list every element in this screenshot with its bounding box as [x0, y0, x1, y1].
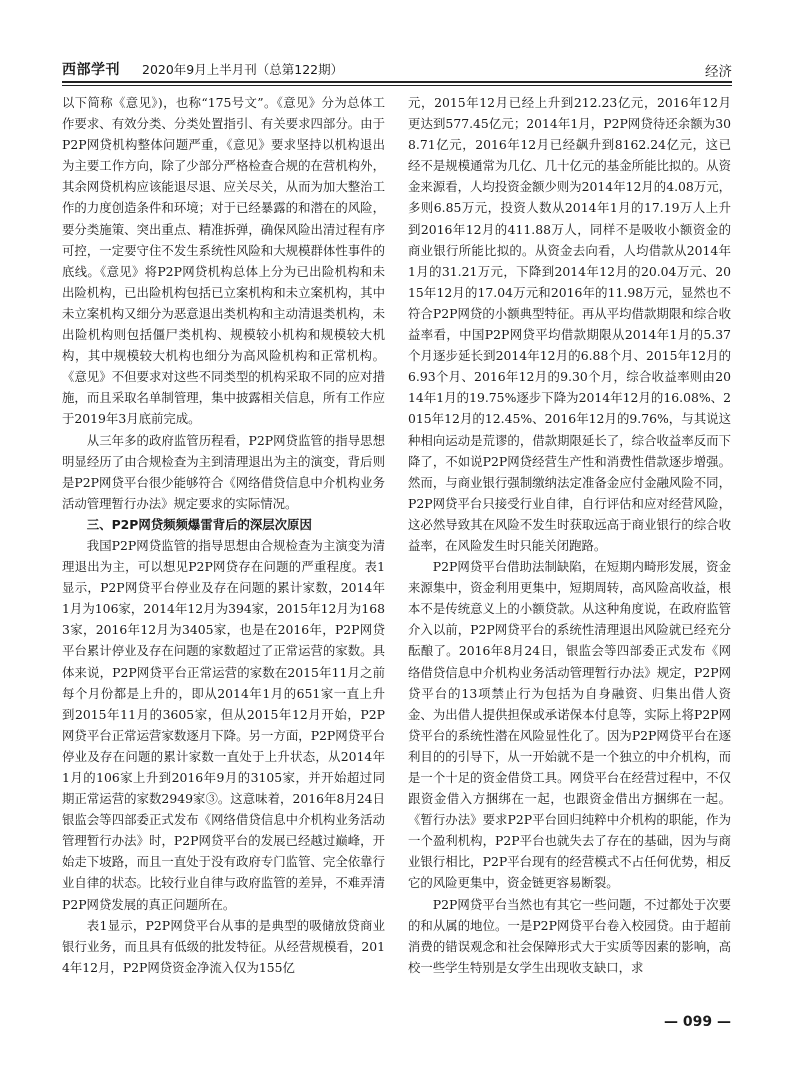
body-paragraph: 元，2015年12月已经上升到212.23亿元，2016年12月更达到577.45亿元；2014年1月，P2P网贷待还余额为308.71亿元，2016年12月已经飙升到8162.24亿元，这已经不是规模通常为几亿、几十亿元的基金所能比拟的。从资金来源看，人均投资金额少则为2014年12月的4.08万元，多则6.85万元，投资人数从2014年1月的17.19万人上升到2016年12月的411.88万人，同样不是吸收小额资金的商业银行所能比拟的。从资金去向看，人均借款从2014年1月的31.21万元，下降到2014年12月的20.04万元、2015年12月的17.04万元和2016年的11.98万元，显然也不符合P2P网贷的小额典型特征。再从平均借款期限和综合收益率看，中国P2P网贷平均借款期限从2014年1月的5.37个月逐步延长到2014年12月的6.88个月、2015年12月的6.93个月、2016年12月的9.30个月，综合收益率则由2014年1月的19.75%逐步下降为2014年12月的16.08%、2015年12月的12.45%、2016年12月的9.76%，与其说这种相向运动是荒谬的，借款期限延长了，综合收益率反而下降了，不如说P2P网贷经营生产性和消费性借款逐步增强。然而，与商业银行强制缴纳法定准备金应付金融风险不同，P2P网贷平台只接受行业自律，自行评估和应对经营风险，这必然导致其在风险不发生时获取远高于商业银行的综合收益率，在风险发生时只能关闭跑路。 — [408, 95, 731, 553]
journal-title: 西部学刊 — [62, 62, 120, 78]
body-paragraph: 我国P2P网贷监管的指导思想由合规检查为主演变为清理退出为主，可以想见P2P网贷存在问题的严重程度。表1显示，P2P网贷平台停业及存在问题的累计家数，2014年1月为106家，2014年12月为394家，2015年12月为1683家，2016年12月为3405家，也是在2016年，P2P网贷平台累计停业及存在问题的家数超过了正常运营的家数。具体来说，P2P网贷平台正常运营的家数在2015年11月之前每个月份都是上升的，即从2014年1月的651家一直上升到2015年11月的3605家，但从2015年12月开始，P2P网贷平台正常运营家数逐月下降。另一方面，P2P网贷平台停业及存在问题的累计家数一直处于上升状态，从2014年1月的106家上升到2016年9月的3105家，并开始超过同期正常运营的家数2949家③。这意味着，2016年8月24日银监会等四部委正式发布《网络借贷信息中介机构业务活动管理暂行办法》时，P2P网贷平台的发展已经越过巅峰，开始走下坡路，而且一直处于没有政府专门监管、完全依靠行业自律的状态。比较行业自律与政府监管的差异，不难弄清P2P网贷发展的真正问题所在。 — [62, 537, 385, 912]
section-heading: 三、P2P网贷频频爆雷背后的深层次原因 — [86, 516, 312, 532]
section-label: 经济 — [705, 64, 732, 80]
page-number: — 099 — — [664, 1014, 731, 1030]
body-paragraph: 从三年多的政府监管历程看，P2P网贷监管的指导思想明显经历了由合规检查为主到清理退出为主的演变，背后则是P2P网贷平台很少能够符合《网络借贷信息中介机构业务活动管理暂行办法》规定要求的实际情况。 — [62, 432, 385, 511]
issue-info: 2020年9月上半月刊（总第122期） — [142, 62, 344, 77]
left-column — [62, 92, 385, 978]
body-paragraph: P2P网贷平台当然也有其它一些问题，不过都处于次要的和从属的地位。一是P2P网贷平台卷入校园贷。由于超前消费的错误观念和社会保障形式大于实质等因素的影响，高校一些学生特别是女学生出现收支缺口，求 — [408, 896, 731, 975]
body-paragraph: 以下简称《意见》)，也称“175号文”。《意见》分为总体工作要求、有效分类、分类处置指引、有关要求四部分。由于P2P网贷机构整体问题严重，《意见》要求坚持以机构退出为主要工作方向，除了少部分严格检查合规的在营机构外，其余网贷机构应该能退尽退、应关尽关，从而为加大整治工作的力度创造条件和环境；对于已经暴露的和潜在的风险，要分类施策、突出重点、精准拆弹，确保风险出清过程有序可控，一定要守住不发生系统性风险和大规模群体性事件的底线。《意见》将P2P网贷机构总体上分为已出险机构和未出险机构，已出险机构包括已立案机构和未立案机构，其中未立案机构又细分为恶意退出类机构和主动清退类机构，未出险机构则包括僵尸类机构、规模较小机构和规模较大机构，其中规模较大机构也细分为高风险机构和正常机构。《意见》不但要求对这些不同类型的机构采取不同的应对措施，而且采取名单制管理，集中披露相关信息，所有工作应于2019年3月底前完成。 — [62, 95, 385, 427]
right-column — [408, 92, 731, 978]
body-paragraph: 表1显示，P2P网贷平台从事的是典型的吸储放贷商业银行业务，而且具有低级的批发特征。从经营规模看，2014年12月，P2P网贷资金净流入仅为155亿 — [62, 917, 385, 975]
header-rule-thick — [62, 81, 732, 83]
header-rule-thin — [62, 85, 732, 86]
page-header — [62, 58, 732, 80]
body-paragraph: P2P网贷平台借助法制缺陷，在短期内畸形发展，资金来源集中，资金利用更集中，短期周转，高风险高收益，根本不是传统意义上的小额贷款。从这种角度说，在政府监管介入以前，P2P网贷平台的系统性清理退出风险就已经充分酝酿了。2016年8月24日，银监会等四部委正式发布《网络借贷信息中介机构业务活动管理暂行办法》规定，P2P网贷平台的13项禁止行为包括为自身融资、归集出借人资金、为出借人提供担保或承诺保本付息等，实际上将P2P网贷平台的系统性潜在风险显性化了。因为P2P网贷平台在逐利目的的引导下，从一开始就不是一个独立的中介机构，而是一个十足的资金借贷工具。网贷平台在经营过程中，不仅跟资金借入方捆绑在一起，也跟资金借出方捆绑在一起。《暂行办法》要求P2P平台回归纯粹中介机构的职能，作为一个盈利机构，P2P平台也就失去了存在的基础，因为与商业银行相比，P2P平台现有的经营模式不占任何优势，相反它的风险更集中，资金链更容易断裂。 — [408, 559, 731, 891]
